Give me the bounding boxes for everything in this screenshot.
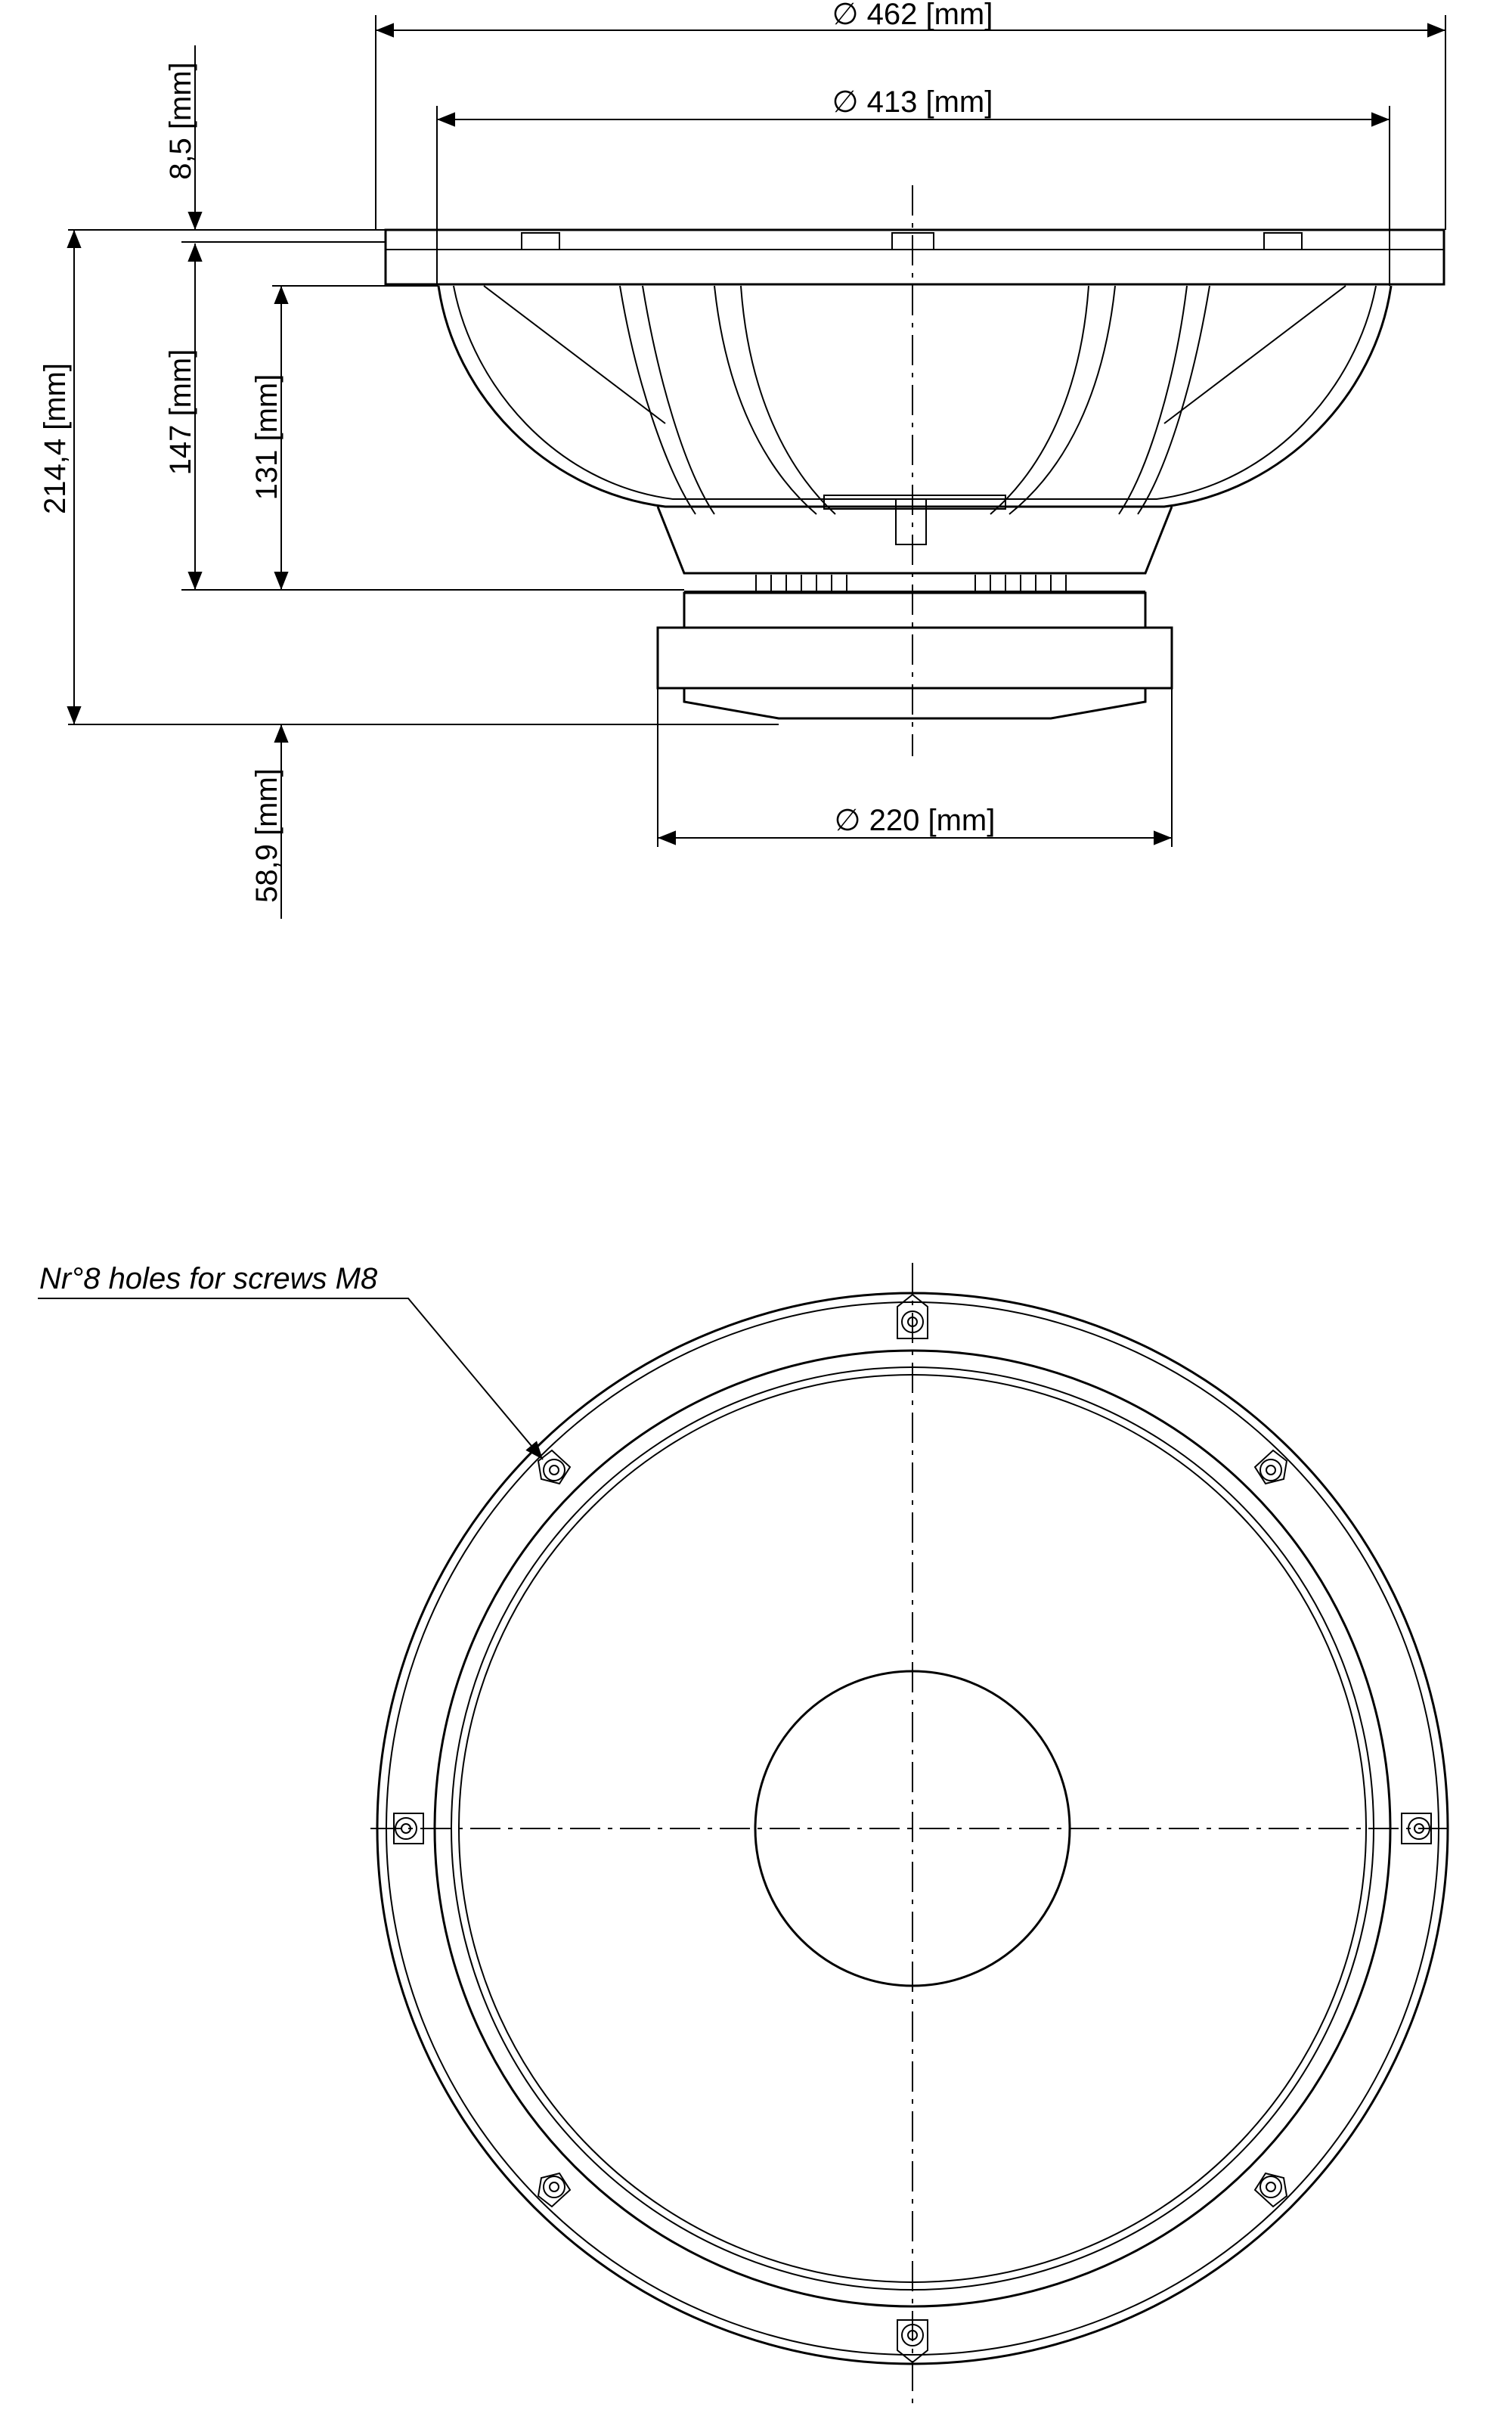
dim-mounting-depth: 131 [mm]: [250, 374, 284, 501]
dim-baffle-diameter: ∅ 413 [mm]: [832, 85, 993, 119]
screw-hole: [538, 2173, 570, 2207]
screw-hole: [1255, 1450, 1287, 1484]
dim-frame-depth: 147 [mm]: [164, 349, 197, 476]
holes-note: Nr°8 holes for screws M8: [39, 1262, 378, 1295]
basket-outline: [438, 286, 1391, 507]
back-plate: [684, 688, 1145, 718]
magnet: [658, 628, 1172, 688]
side-view: [386, 185, 1444, 756]
dim-outer-diameter: ∅ 462 [mm]: [832, 0, 993, 31]
dim-flange: 8,5 [mm]: [164, 62, 197, 180]
cooling-fins: [756, 575, 1066, 591]
dim-total-depth: 214,4 [mm]: [39, 362, 72, 515]
frame-flange: [386, 230, 1444, 284]
holes-leader: [38, 1298, 543, 1459]
side-dimensions: [39, 0, 1445, 919]
screw-hole: [538, 1450, 570, 1484]
dim-magnet-diameter: ∅ 220 [mm]: [834, 804, 996, 837]
screw-hole: [1255, 2173, 1287, 2207]
front-view: [38, 1262, 1455, 2410]
dim-magnet-depth: 58,9 [mm]: [250, 768, 284, 903]
top-plate: [684, 593, 1145, 628]
